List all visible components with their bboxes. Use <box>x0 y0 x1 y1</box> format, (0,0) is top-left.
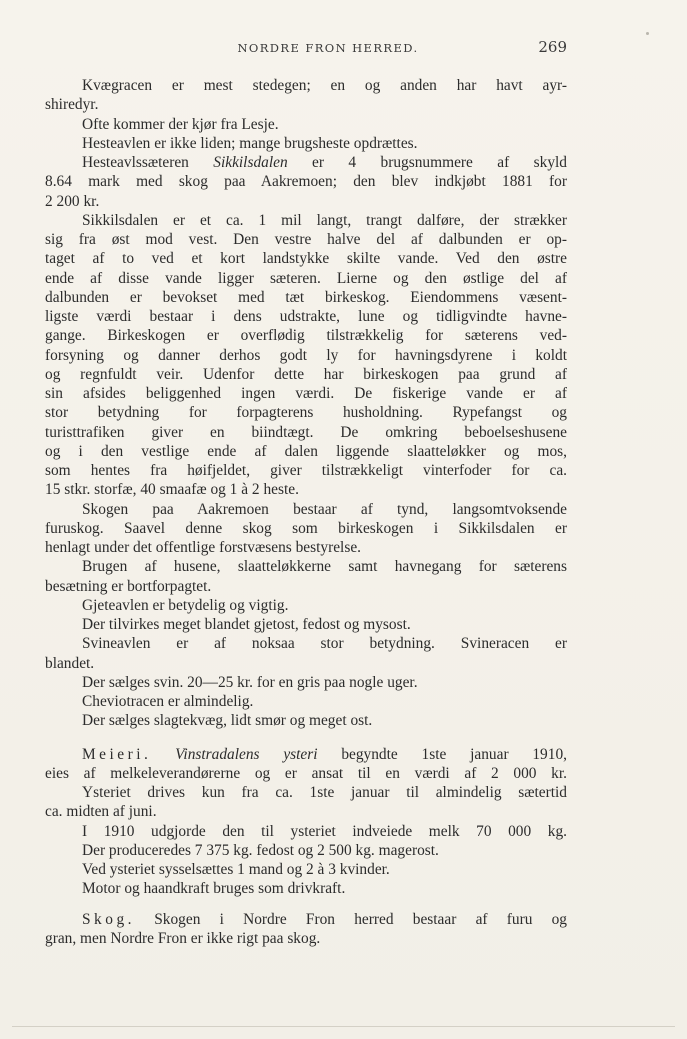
text-segment: begyndte 1ste januar 1910, <box>317 745 567 763</box>
text-line: besætning er bortforpagtet. <box>45 577 212 595</box>
text-segment: er 4 brugsnummere af skyld <box>287 154 567 171</box>
text-line: gran, men Nordre Fron er ikke rigt paa skog. <box>45 929 321 947</box>
place-name-italic: Sikkilsdalen <box>213 154 288 171</box>
text-line: og i den vestlige ende af dalen liggende slaatteløkker og mos, <box>45 442 567 460</box>
text-line <box>45 153 567 172</box>
text-line: henlagt under det offentlige forstvæsens bestyrelse. <box>45 539 361 556</box>
text-line: ende af disse vande ligger sæteren. Lierne og den østlige del af <box>45 269 567 287</box>
text-line: Ved ysteriet sysselsættes 1 mand og 2 à 3 kvinder. <box>82 861 390 878</box>
running-head: NORDRE FRON HERRED. <box>237 41 419 55</box>
text-line: 15 stkr. storfæ, 40 smaafæ og 1 à 2 heste. <box>45 481 299 499</box>
dairy-name-italic: Vinstradalens ysteri <box>175 745 318 763</box>
text-line: Kvægracen er mest stedegen; en og anden har havt ayr- <box>82 77 567 94</box>
section-gap <box>45 731 567 745</box>
section-heading-meieri: Meieri. <box>82 745 152 763</box>
text-line: shiredyr. <box>45 96 99 114</box>
text-line: sig fra øst mod vest. Den vestre halve del af dalbunden er op- <box>45 231 567 248</box>
text-line: blandet. <box>45 654 95 672</box>
text-line: som hentes fra høifjeldet, giver tilstrækkeligt vinterfoder for ca. <box>45 462 567 479</box>
text-line: Der sælges slagtekvæg, lidt smør og meget ost. <box>82 712 373 730</box>
text-line: Motor og haandkraft bruges som drivkraft. <box>82 880 346 898</box>
body-text <box>45 76 567 948</box>
text-line: Der sælges svin. 20—25 kr. for en gris paa nogle uger. <box>82 673 418 691</box>
text-line: ca. midten af juni. <box>45 803 157 821</box>
text-line: dalbunden er bevokset med tæt birkeskog. Eiendommens væsent- <box>45 288 567 306</box>
text-line: Der tilvirkes meget blandet gjetost, fedost og mysost. <box>82 616 411 633</box>
text-line: Svineavlen er af noksaa stor betydning. Svineracen er <box>82 635 567 653</box>
text-line: stor betydning for forpagterens husholdning. Rypefangst og <box>45 404 567 422</box>
text-line: taget af to ved et kort landstykke skilte vande. Ved den østre <box>45 250 567 268</box>
text-line: Cheviotracen er almindelig. <box>82 693 254 710</box>
text-line <box>45 910 567 929</box>
page-number: 269 <box>538 38 567 56</box>
text-line: og regnfuldt veir. Udenfor dette har birkeskogen paa grund af <box>45 365 567 383</box>
text-line: I 1910 udgjorde den til ysteriet indveiede melk 70 000 kg. <box>82 822 567 840</box>
text-line: forsyning og danner derhos godt ly for havningsdyrene i koldt <box>45 346 567 364</box>
text-line: Der produceredes 7 375 kg. fedost og 2 500 kg. magerost. <box>82 841 439 859</box>
text-line: sin afsides beliggenhed ingen værdi. De fiskerige vande er af <box>45 385 567 402</box>
text-line: Skogen paa Aakremoen bestaar af tynd, langsomtvoksende <box>82 500 567 518</box>
text-segment: Skogen i Nordre Fron herred bestaar af furu og <box>135 910 567 928</box>
text-line: Gjeteavlen er betydelig og vigtig. <box>82 596 289 614</box>
text-line: Ofte kommer der kjør fra Lesje. <box>82 115 279 133</box>
text-line: turisttrafiken giver en biindtægt. De omkring beboelseshusene <box>45 423 567 441</box>
text-line: gange. Birkeskogen er overflødig tilstrækkelig for sæterens ved- <box>45 327 567 345</box>
section-heading-skog: Skog. <box>82 910 135 928</box>
text-line: furuskog. Saavel denne skog som birkeskogen i Sikkilsdalen er <box>45 519 567 537</box>
text-line: 8.64 mark med skog paa Aakremoen; den blev indkjøbt 1881 for <box>45 173 567 191</box>
text-line: ligste værdi bestaar i dens udstrakte, lune og tidligvindte havne- <box>45 308 567 325</box>
text-line: Brugen af husene, slaatteløkkerne samt havnegang for sæterens <box>82 558 567 576</box>
text-segment: Hesteavlssæteren <box>82 154 214 171</box>
page-bottom-edge <box>12 1026 675 1027</box>
text-line: eies af melkeleverandørerne og er ansat til en værdi af 2 000 kr. <box>45 764 567 782</box>
text-line: Ysteriet drives kun fra ca. 1ste januar til almindelig sætertid <box>82 784 567 801</box>
text-line: 2 200 kr. <box>45 192 100 210</box>
section-gap <box>45 899 567 910</box>
text-line <box>45 745 567 764</box>
text-line: Sikkilsdalen er et ca. 1 mil langt, trangt dalføre, der strækker <box>82 211 567 229</box>
page-header <box>45 38 567 60</box>
page-speck <box>646 32 649 35</box>
text-line: Hesteavlen er ikke liden; mange brugsheste opdrættes. <box>82 134 418 152</box>
